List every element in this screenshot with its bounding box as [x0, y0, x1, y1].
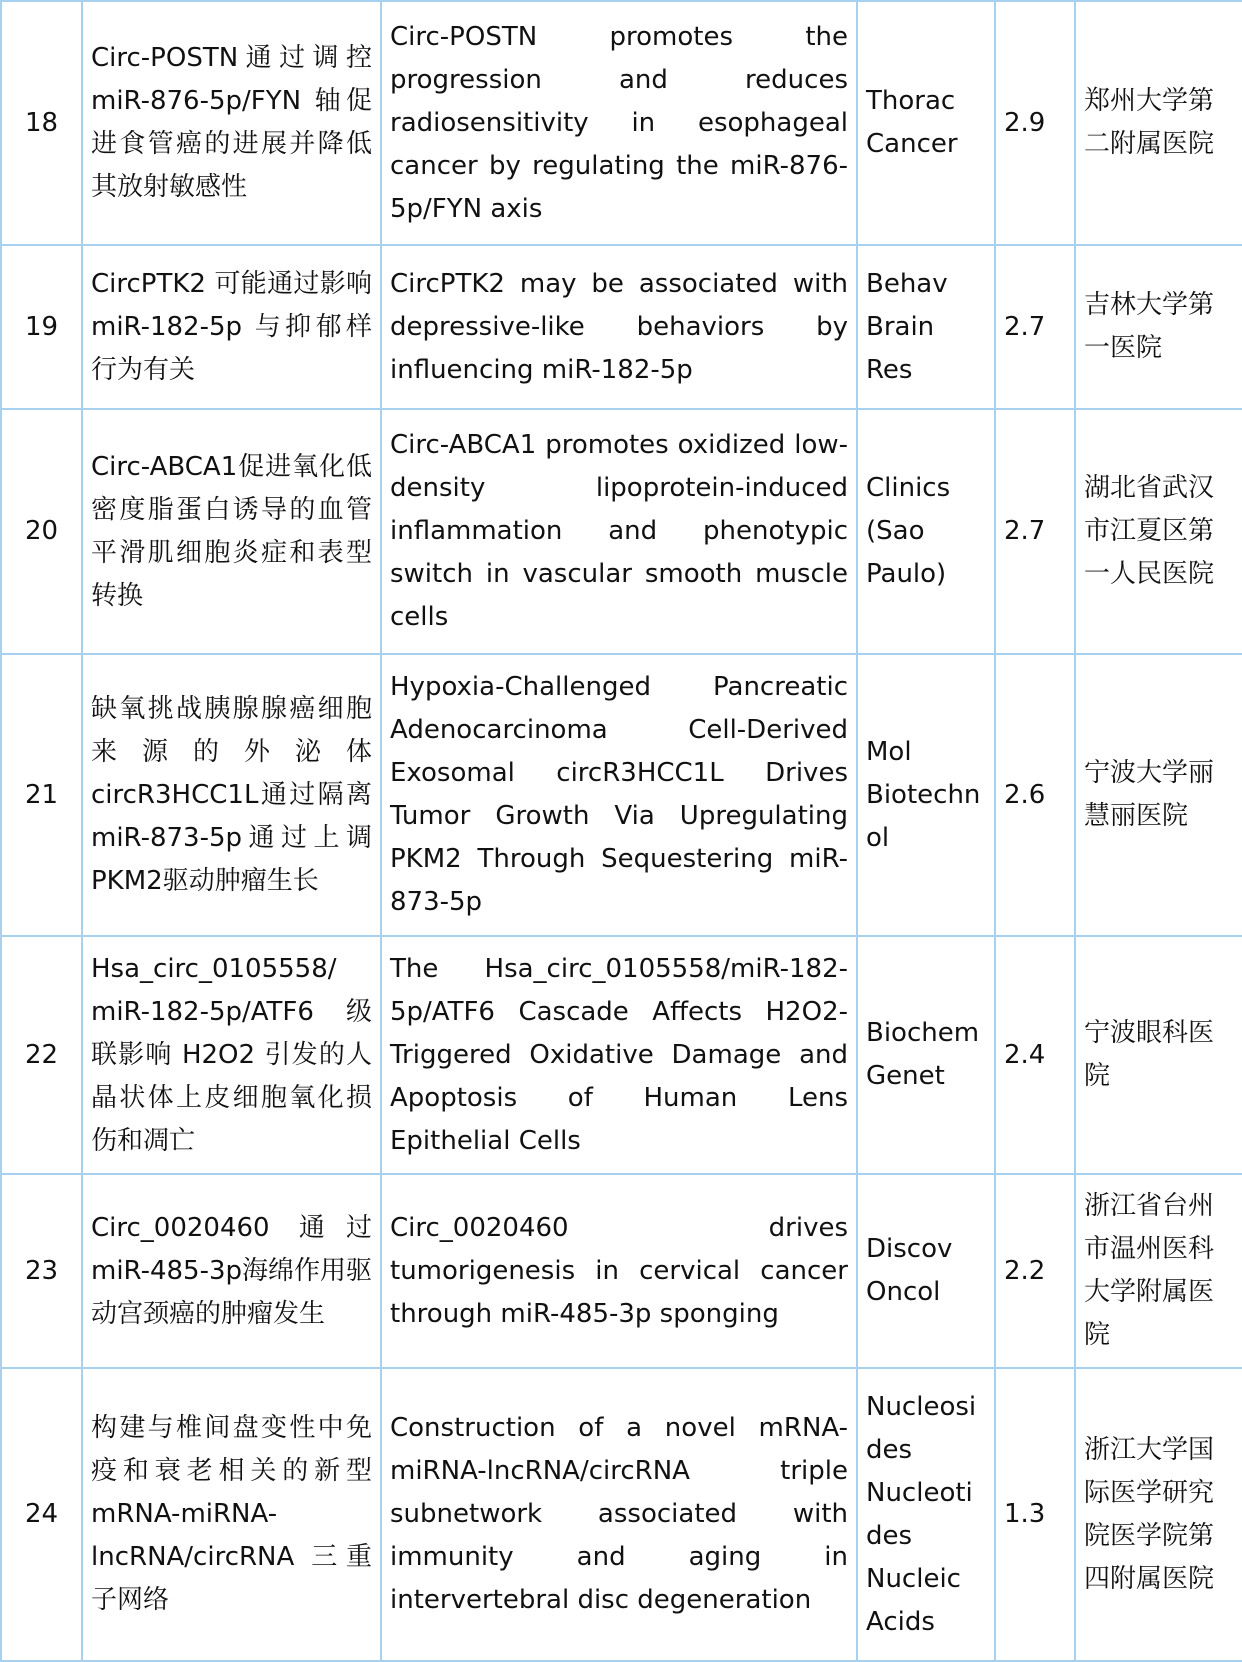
title-english: The Hsa_circ_0105558/miR-182-5p/ATF6 Cascade Affects H2O2-Triggered Oxidative Damage and Apoptosis of Human Lens Epithelial Cells — [381, 936, 857, 1174]
impact-factor: 2.7 — [995, 409, 1075, 654]
journal-name: Clinics (Sao Paulo) — [857, 409, 995, 654]
impact-factor: 2.6 — [995, 654, 1075, 936]
impact-factor: 2.9 — [995, 1, 1075, 245]
title-english: Circ-POSTN promotes the progression and reduces radiosensitivity in esophageal cancer by regulating the miR-876-5p/FYN axis — [381, 1, 857, 245]
journal-name: Mol Biotechnol — [857, 654, 995, 936]
impact-factor: 2.7 — [995, 245, 1075, 409]
row-number: 23 — [1, 1174, 82, 1368]
table-row — [1, 654, 1242, 936]
row-number: 20 — [1, 409, 82, 654]
table-row — [1, 1, 1242, 245]
title-chinese: Circ_0020460 通过miR-485-3p海绵作用驱动宫颈癌的肿瘤发生 — [82, 1174, 381, 1368]
institution: 湖北省武汉市江夏区第一人民医院 — [1075, 409, 1242, 654]
impact-factor: 2.2 — [995, 1174, 1075, 1368]
journal-name: Thorac Cancer — [857, 1, 995, 245]
journal-name: Biochem Genet — [857, 936, 995, 1174]
row-number: 18 — [1, 1, 82, 245]
table-row — [1, 1174, 1242, 1368]
journal-name: Discov Oncol — [857, 1174, 995, 1368]
institution: 宁波眼科医院 — [1075, 936, 1242, 1174]
table-row — [1, 936, 1242, 1174]
institution: 浙江大学国际医学研究院医学院第四附属医院 — [1075, 1368, 1242, 1661]
row-number: 19 — [1, 245, 82, 409]
row-number: 22 — [1, 936, 82, 1174]
institution: 宁波大学丽慧丽医院 — [1075, 654, 1242, 936]
title-english: CircPTK2 may be associated with depressive-like behaviors by influencing miR-182-5p — [381, 245, 857, 409]
row-number: 21 — [1, 654, 82, 936]
title-english: Circ_0020460 drives tumorigenesis in cervical cancer through miR-485-3p sponging — [381, 1174, 857, 1368]
title-chinese: Circ-POSTN通过调控miR-876-5p/FYN 轴促进食管癌的进展并降低其放射敏感性 — [82, 1, 381, 245]
journal-name: Nucleosides Nucleotides Nucleic Acids — [857, 1368, 995, 1661]
institution: 郑州大学第二附属医院 — [1075, 1, 1242, 245]
table-row — [1, 1368, 1242, 1661]
table-row — [1, 409, 1242, 654]
institution: 浙江省台州市温州医科大学附属医院 — [1075, 1174, 1242, 1368]
title-chinese: Circ-ABCA1促进氧化低密度脂蛋白诱导的血管平滑肌细胞炎症和表型转换 — [82, 409, 381, 654]
journal-name: Behav Brain Res — [857, 245, 995, 409]
table-row — [1, 245, 1242, 409]
institution: 吉林大学第一医院 — [1075, 245, 1242, 409]
title-english: Circ-ABCA1 promotes oxidized low-density lipoprotein-induced inflammation and phenotypic switch in vascular smooth muscle cells — [381, 409, 857, 654]
row-number: 24 — [1, 1368, 82, 1661]
title-chinese: Hsa_circ_0105558/ miR-182-5p/ATF6 级联影响 H2O2 引发的人晶状体上皮细胞氧化损伤和凋亡 — [82, 936, 381, 1174]
impact-factor: 1.3 — [995, 1368, 1075, 1661]
title-english: Hypoxia-Challenged Pancreatic Adenocarcinoma Cell-Derived Exosomal circR3HCC1L Drives Tumor Growth Via Upregulating PKM2 Through Sequestering miR-873-5p — [381, 654, 857, 936]
title-chinese: 缺氧挑战胰腺腺癌细胞来源的外泌体circR3HCC1L通过隔离miR-873-5p通过上调PKM2驱动肿瘤生长 — [82, 654, 381, 936]
title-english: Construction of a novel mRNA-miRNA-lncRNA/circRNA triple subnetwork associated with immunity and aging in intervertebral disc degeneration — [381, 1368, 857, 1661]
impact-factor: 2.4 — [995, 936, 1075, 1174]
title-chinese: CircPTK2 可能通过影响 miR-182-5p 与抑郁样行为有关 — [82, 245, 381, 409]
title-chinese: 构建与椎间盘变性中免疫和衰老相关的新型 mRNA-miRNA-lncRNA/circRNA 三重子网络 — [82, 1368, 381, 1661]
